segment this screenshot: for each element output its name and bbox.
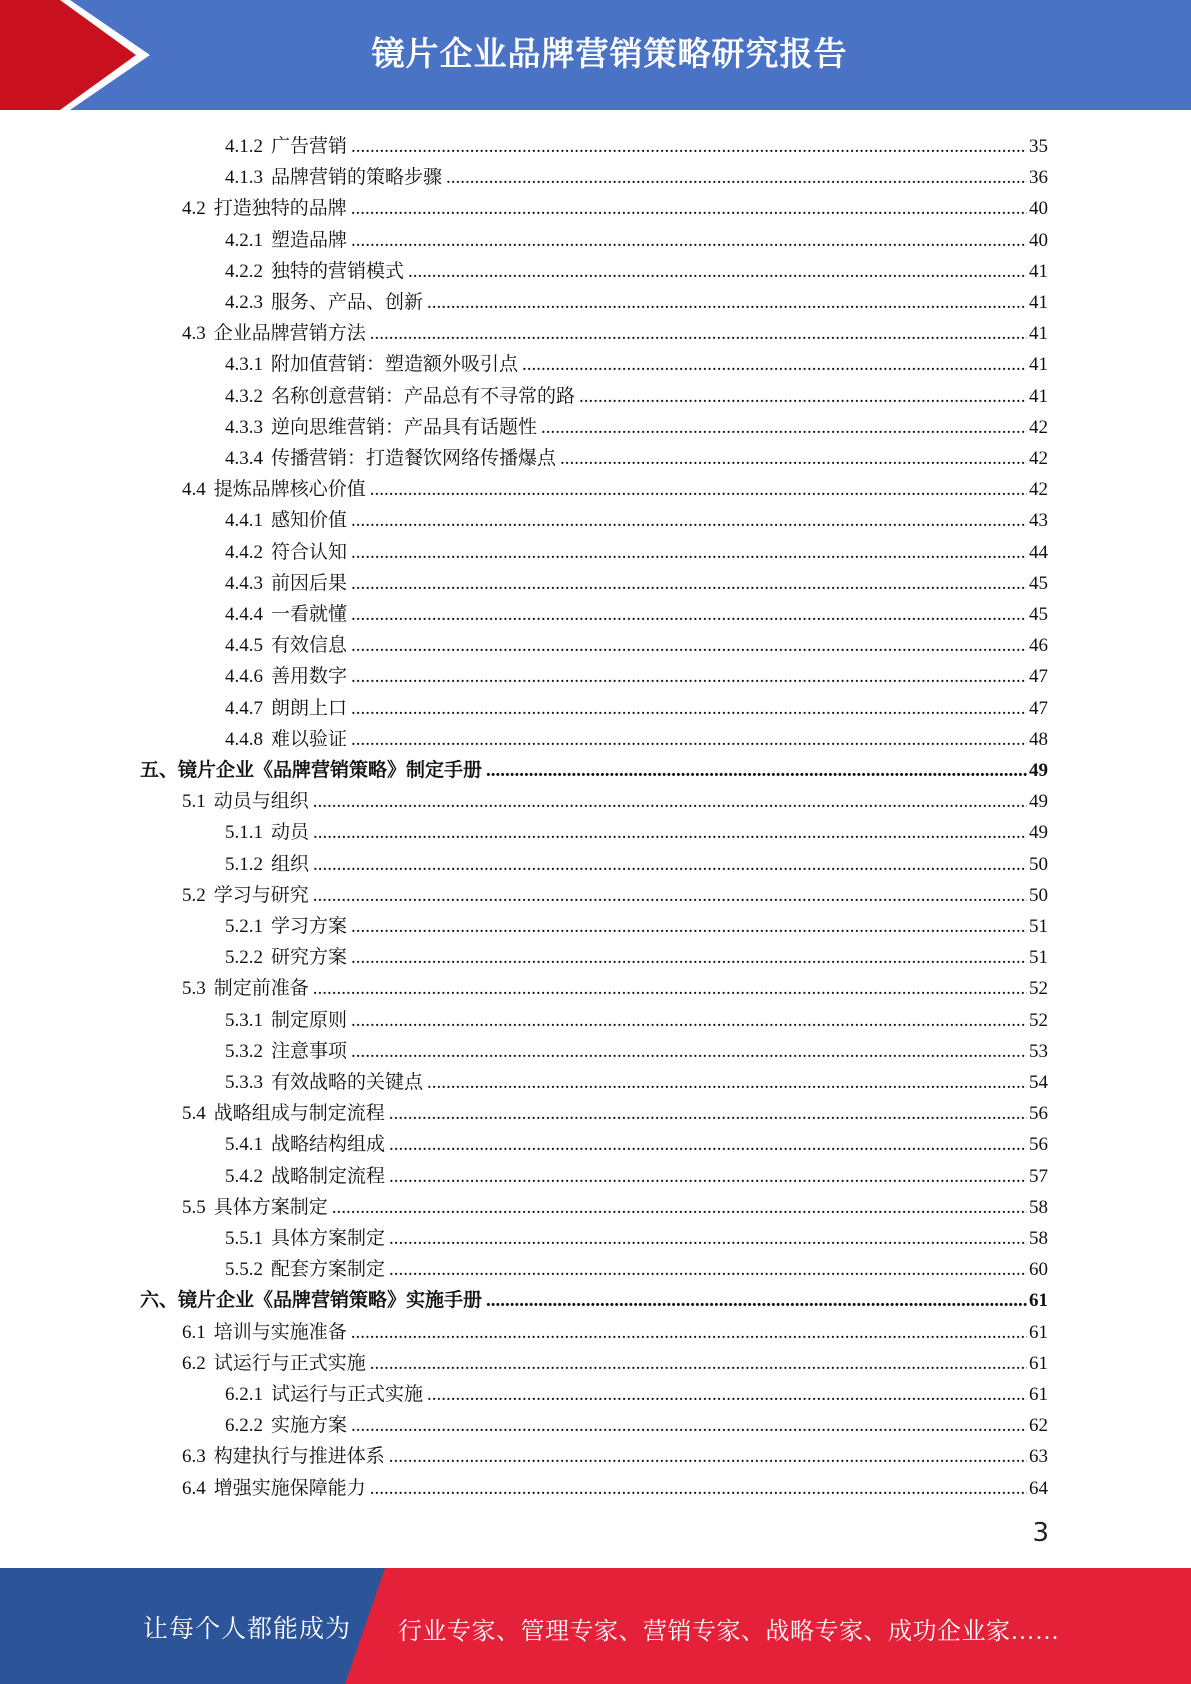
toc-dot-leader	[427, 1384, 1027, 1406]
toc-entry-title: 品牌营销的策略步骤	[271, 167, 443, 189]
toc-entry-title: 逆向思维营销：产品具有话题性	[271, 416, 538, 438]
toc-entry[interactable]	[225, 596, 1048, 626]
toc-entry-title: 具体方案制定	[213, 1196, 328, 1218]
toc-entry-page: 50	[1029, 853, 1048, 875]
toc-entry-page: 42	[1029, 416, 1048, 438]
toc-entry-number: 4.2.2	[225, 260, 263, 282]
toc-dot-leader	[389, 1134, 1027, 1156]
toc-entry-title: 有效战略的关键点	[271, 1072, 424, 1093]
toc-entry-page: 54	[1029, 1072, 1048, 1093]
page-footer	[0, 1568, 1191, 1684]
toc-entry-number: 4.3.4	[225, 448, 263, 469]
toc-dot-leader	[351, 947, 1027, 969]
toc-dot-leader	[351, 510, 1027, 532]
toc-entry-number: 5.2.1	[225, 916, 263, 937]
toc-entry-title: 前因后果	[271, 572, 348, 594]
toc-dot-leader	[370, 323, 1027, 345]
toc-entry-number: 5.3.3	[225, 1072, 263, 1093]
page-header	[0, 0, 1191, 110]
toc-entry-number: 4.4.4	[225, 604, 263, 625]
toc-entry-number: 5.5	[182, 1196, 206, 1218]
toc-entry-title: 打造独特的品牌	[213, 198, 347, 220]
toc-entry-page: 64	[1029, 1477, 1048, 1499]
toc-entry-page: 45	[1029, 572, 1048, 594]
toc-dot-leader	[313, 885, 1027, 907]
toc-dot-leader	[446, 167, 1027, 189]
toc-entry[interactable]	[182, 1470, 1048, 1500]
toc-entry-number: 6.4	[182, 1477, 206, 1499]
toc-entry[interactable]	[225, 846, 1048, 876]
toc-dot-leader	[427, 292, 1027, 314]
toc-entry[interactable]	[225, 658, 1048, 688]
toc-entry-page: 61	[1029, 1352, 1048, 1374]
toc-entry-page: 56	[1029, 1134, 1048, 1156]
toc-dot-leader	[313, 791, 1027, 813]
toc-entry-title: 试运行与正式实施	[213, 1352, 366, 1374]
toc-entry-page: 52	[1029, 978, 1048, 1000]
toc-dot-leader	[370, 1478, 1027, 1500]
toc-entry[interactable]	[182, 970, 1048, 1000]
toc-entry-number: 4.1.3	[225, 167, 263, 189]
toc-entry[interactable]	[182, 783, 1048, 813]
toc-entry-number: 4.2.3	[225, 292, 263, 313]
toc-dot-leader	[313, 978, 1027, 1000]
toc-entry-page: 52	[1029, 1009, 1048, 1031]
toc-entry-number: 六、	[140, 1290, 179, 1312]
toc-entry-number: 5.1.1	[225, 822, 263, 844]
toc-entry-title: 动员与组织	[213, 791, 309, 813]
toc-entry-title: 一看就懂	[271, 604, 348, 625]
toc-entry-number: 6.2.1	[225, 1384, 263, 1405]
toc-entry[interactable]	[225, 128, 1048, 158]
toc-entry-page: 51	[1029, 947, 1048, 969]
toc-entry[interactable]	[225, 1251, 1048, 1281]
toc-entry-page: 42	[1029, 448, 1048, 469]
toc-entry[interactable]	[225, 1033, 1048, 1063]
toc-entry-number: 4.3.1	[225, 354, 263, 376]
toc-entry-page: 41	[1029, 385, 1048, 407]
toc-entry-page: 61	[1029, 1290, 1048, 1312]
toc-dot-leader	[427, 1072, 1027, 1094]
toc-entry-title: 培训与实施准备	[213, 1321, 347, 1343]
toc-dot-leader	[351, 604, 1027, 626]
toc-entry-number: 5.3.2	[225, 1040, 263, 1062]
toc-entry-page: 47	[1029, 697, 1048, 719]
toc-entry[interactable]	[182, 471, 1048, 501]
toc-entry-page: 60	[1029, 1259, 1048, 1281]
toc-entry-page: 43	[1029, 510, 1048, 532]
toc-entry-number: 5.3.1	[225, 1009, 263, 1031]
toc-entry-title: 镜片企业《品牌营销策略》实施手册	[178, 1290, 483, 1312]
toc-dot-leader	[486, 1290, 1027, 1312]
toc-dot-leader	[351, 729, 1027, 751]
toc-entry-page: 61	[1029, 1384, 1048, 1405]
toc-entry-page: 51	[1029, 916, 1048, 937]
toc-entry-page: 58	[1029, 1196, 1048, 1218]
toc-dot-leader	[313, 822, 1027, 844]
toc-entry-page: 41	[1029, 354, 1048, 376]
toc-dot-leader	[522, 354, 1027, 376]
toc-entry[interactable]	[225, 253, 1048, 283]
toc-entry[interactable]	[182, 1345, 1048, 1375]
toc-entry[interactable]	[225, 378, 1048, 408]
toc-entry-page: 35	[1029, 136, 1048, 157]
toc-entry-number: 5.4.2	[225, 1165, 263, 1187]
toc-entry-title: 广告营销	[271, 136, 348, 157]
toc-dot-leader	[351, 136, 1027, 158]
toc-entry-title: 符合认知	[271, 541, 348, 563]
toc-entry-page: 41	[1029, 292, 1048, 313]
toc-dot-leader	[370, 479, 1027, 501]
toc-dot-leader	[351, 573, 1027, 595]
toc-entry-number: 5.5.1	[225, 1228, 263, 1249]
toc-entry-page: 58	[1029, 1228, 1048, 1249]
toc-entry[interactable]	[182, 1438, 1048, 1468]
toc-entry-title: 企业品牌营销方法	[213, 323, 366, 345]
toc-entry[interactable]	[182, 190, 1048, 220]
toc-entry-title: 增强实施保障能力	[213, 1477, 366, 1499]
toc-entry-number: 4.4.6	[225, 666, 263, 688]
toc-dot-leader	[351, 230, 1027, 252]
toc-entry[interactable]	[225, 346, 1048, 376]
toc-entry[interactable]	[225, 440, 1048, 470]
toc-entry-page: 57	[1029, 1165, 1048, 1187]
toc-entry-number: 6.3	[182, 1446, 206, 1468]
toc-dot-leader	[579, 386, 1027, 408]
toc-entry-number: 6.1	[182, 1321, 206, 1343]
toc-entry-page: 40	[1029, 229, 1048, 251]
toc-entry-page: 42	[1029, 479, 1048, 501]
toc-entry-title: 学习方案	[271, 916, 348, 937]
toc-dot-leader	[351, 542, 1027, 564]
toc-entry[interactable]	[225, 814, 1048, 844]
toc-dot-leader	[370, 1353, 1027, 1375]
toc-entry[interactable]	[225, 565, 1048, 595]
toc-entry-title: 研究方案	[271, 947, 348, 969]
toc-entry-title: 传播营销：打造餐饮网络传播爆点	[271, 448, 557, 469]
toc-entry-number: 5.1.2	[225, 853, 263, 875]
toc-entry[interactable]	[225, 690, 1048, 720]
toc-dot-leader	[351, 916, 1027, 938]
toc-entry[interactable]	[225, 1220, 1048, 1250]
toc-entry-page: 47	[1029, 666, 1048, 688]
footer-slogan-left: 让每个人都能成为	[143, 1616, 352, 1643]
toc-entry[interactable]	[182, 1095, 1048, 1125]
toc-entry-number: 五、	[140, 760, 179, 781]
toc-entry-number: 4.4.7	[225, 697, 263, 719]
toc-entry-title: 战略制定流程	[271, 1165, 386, 1187]
toc-entry[interactable]	[225, 1126, 1048, 1156]
toc-entry-title: 名称创意营销：产品总有不寻常的路	[271, 385, 576, 407]
toc-entry[interactable]	[225, 409, 1048, 439]
toc-entry-page: 50	[1029, 884, 1048, 906]
toc-entry-number: 4.2	[182, 198, 206, 220]
toc-entry-number: 6.2.2	[225, 1415, 263, 1437]
toc-entry-number: 5.2.2	[225, 947, 263, 969]
toc-entry[interactable]	[225, 908, 1048, 938]
toc-entry[interactable]	[182, 1189, 1048, 1219]
toc-entry-number: 4.4	[182, 479, 206, 501]
toc-entry[interactable]	[225, 939, 1048, 969]
toc-entry-title: 难以验证	[271, 728, 348, 750]
toc-entry-title: 配套方案制定	[271, 1259, 386, 1281]
toc-entry[interactable]	[182, 1314, 1048, 1344]
toc-entry-title: 朗朗上口	[271, 697, 348, 719]
toc-entry-title: 制定前准备	[213, 978, 309, 1000]
toc-entry-page: 44	[1029, 541, 1048, 563]
toc-entry-number: 4.4.1	[225, 510, 263, 532]
toc-dot-leader	[351, 1415, 1027, 1437]
toc-entry-number: 6.2	[182, 1352, 206, 1374]
toc-dot-leader	[408, 261, 1027, 283]
toc-entry-title: 实施方案	[271, 1415, 348, 1437]
toc-entry-title: 附加值营销：塑造额外吸引点	[271, 354, 519, 376]
toc-entry[interactable]	[225, 1407, 1048, 1437]
toc-entry-number: 4.4.8	[225, 728, 263, 750]
toc-entry[interactable]	[225, 284, 1048, 314]
toc-entry[interactable]	[225, 502, 1048, 532]
toc-dot-leader	[332, 1197, 1027, 1219]
toc-entry-title: 试运行与正式实施	[271, 1384, 424, 1405]
toc-dot-leader	[351, 1041, 1027, 1063]
toc-entry-title: 善用数字	[271, 666, 348, 688]
toc-entry-title: 制定原则	[271, 1009, 348, 1031]
toc-entry-title: 动员	[271, 822, 310, 844]
toc-entry-page: 41	[1029, 323, 1048, 345]
toc-dot-leader	[389, 1446, 1027, 1468]
toc-entry-page: 61	[1029, 1321, 1048, 1343]
toc-dot-leader	[351, 198, 1027, 220]
toc-dot-leader	[351, 1010, 1027, 1032]
toc-entry-title: 注意事项	[271, 1040, 348, 1062]
toc-entry-number: 5.4	[182, 1103, 206, 1125]
document-title: 镜片企业品牌营销策略研究报告	[371, 34, 848, 73]
toc-entry[interactable]	[225, 721, 1048, 751]
toc-entry[interactable]	[182, 315, 1048, 345]
toc-entry[interactable]	[140, 752, 1048, 782]
toc-entry-title: 组织	[271, 853, 310, 875]
toc-entry-title: 镜片企业《品牌营销策略》制定手册	[178, 760, 483, 781]
toc-entry-page: 49	[1029, 791, 1048, 813]
toc-entry[interactable]	[182, 877, 1048, 907]
toc-entry-number: 5.4.1	[225, 1134, 263, 1156]
toc-dot-leader	[389, 1259, 1027, 1281]
toc-entry-number: 4.3.3	[225, 416, 263, 438]
toc-dot-leader	[389, 1228, 1027, 1250]
toc-entry[interactable]	[225, 1002, 1048, 1032]
toc-entry-number: 5.5.2	[225, 1259, 263, 1281]
toc-dot-leader	[486, 760, 1027, 782]
toc-entry-title: 具体方案制定	[271, 1228, 386, 1249]
toc-dot-leader	[313, 854, 1027, 876]
toc-entry[interactable]	[225, 1158, 1048, 1188]
toc-dot-leader	[389, 1103, 1027, 1125]
toc-entry[interactable]	[225, 222, 1048, 252]
toc-entry-title: 战略组成与制定流程	[213, 1103, 385, 1125]
toc-entry-title: 有效信息	[271, 635, 348, 657]
toc-entry-title: 感知价值	[271, 510, 348, 532]
page-number: 3	[1032, 1518, 1049, 1548]
toc-dot-leader	[351, 635, 1027, 657]
footer-slogan-right: 行业专家、管理专家、营销专家、战略专家、成功企业家……	[398, 1619, 1060, 1645]
toc-entry-page: 49	[1029, 822, 1048, 844]
toc-entry[interactable]	[225, 627, 1048, 657]
toc-entry[interactable]	[225, 534, 1048, 564]
toc-entry-number: 5.1	[182, 791, 206, 813]
toc-entry-number: 5.2	[182, 884, 206, 906]
toc-entry-page: 49	[1029, 760, 1048, 781]
toc-entry-page: 41	[1029, 260, 1048, 282]
toc-entry-page: 53	[1029, 1040, 1048, 1062]
toc-entry-number: 4.3.2	[225, 385, 263, 407]
toc-entry[interactable]	[225, 1376, 1048, 1406]
toc-entry[interactable]	[225, 1064, 1048, 1094]
toc-entry-title: 战略结构组成	[271, 1134, 386, 1156]
toc-dot-leader	[351, 1322, 1027, 1344]
toc-entry-page: 62	[1029, 1415, 1048, 1437]
toc-entry-page: 63	[1029, 1446, 1048, 1468]
toc-entry-page: 45	[1029, 604, 1048, 625]
toc-entry[interactable]	[140, 1282, 1048, 1312]
toc-dot-leader	[389, 1166, 1027, 1188]
toc-entry[interactable]	[225, 159, 1048, 189]
toc-entry-title: 提炼品牌核心价值	[213, 479, 366, 501]
toc-entry-number: 4.3	[182, 323, 206, 345]
toc-dot-leader	[560, 448, 1027, 470]
toc-entry-number: 4.4.2	[225, 541, 263, 563]
toc-entry-number: 4.4.5	[225, 635, 263, 657]
toc-entry-number: 4.2.1	[225, 229, 263, 251]
toc-entry-page: 36	[1029, 167, 1048, 189]
toc-entry-title: 学习与研究	[213, 884, 309, 906]
toc-entry-title: 塑造品牌	[271, 229, 348, 251]
toc-entry-page: 56	[1029, 1103, 1048, 1125]
toc-entry-title: 独特的营销模式	[271, 260, 405, 282]
toc-dot-leader	[351, 698, 1027, 720]
toc-entry-number: 4.4.3	[225, 572, 263, 594]
toc-entry-page: 40	[1029, 198, 1048, 220]
toc-dot-leader	[541, 417, 1027, 439]
toc-entry-page: 46	[1029, 635, 1048, 657]
toc-entry-page: 48	[1029, 728, 1048, 750]
toc-entry-title: 构建执行与推进体系	[213, 1446, 385, 1468]
toc-entry-title: 服务、产品、创新	[271, 292, 424, 313]
toc-entry-number: 5.3	[182, 978, 206, 1000]
toc-dot-leader	[351, 666, 1027, 688]
toc-entry-number: 4.1.2	[225, 136, 263, 157]
